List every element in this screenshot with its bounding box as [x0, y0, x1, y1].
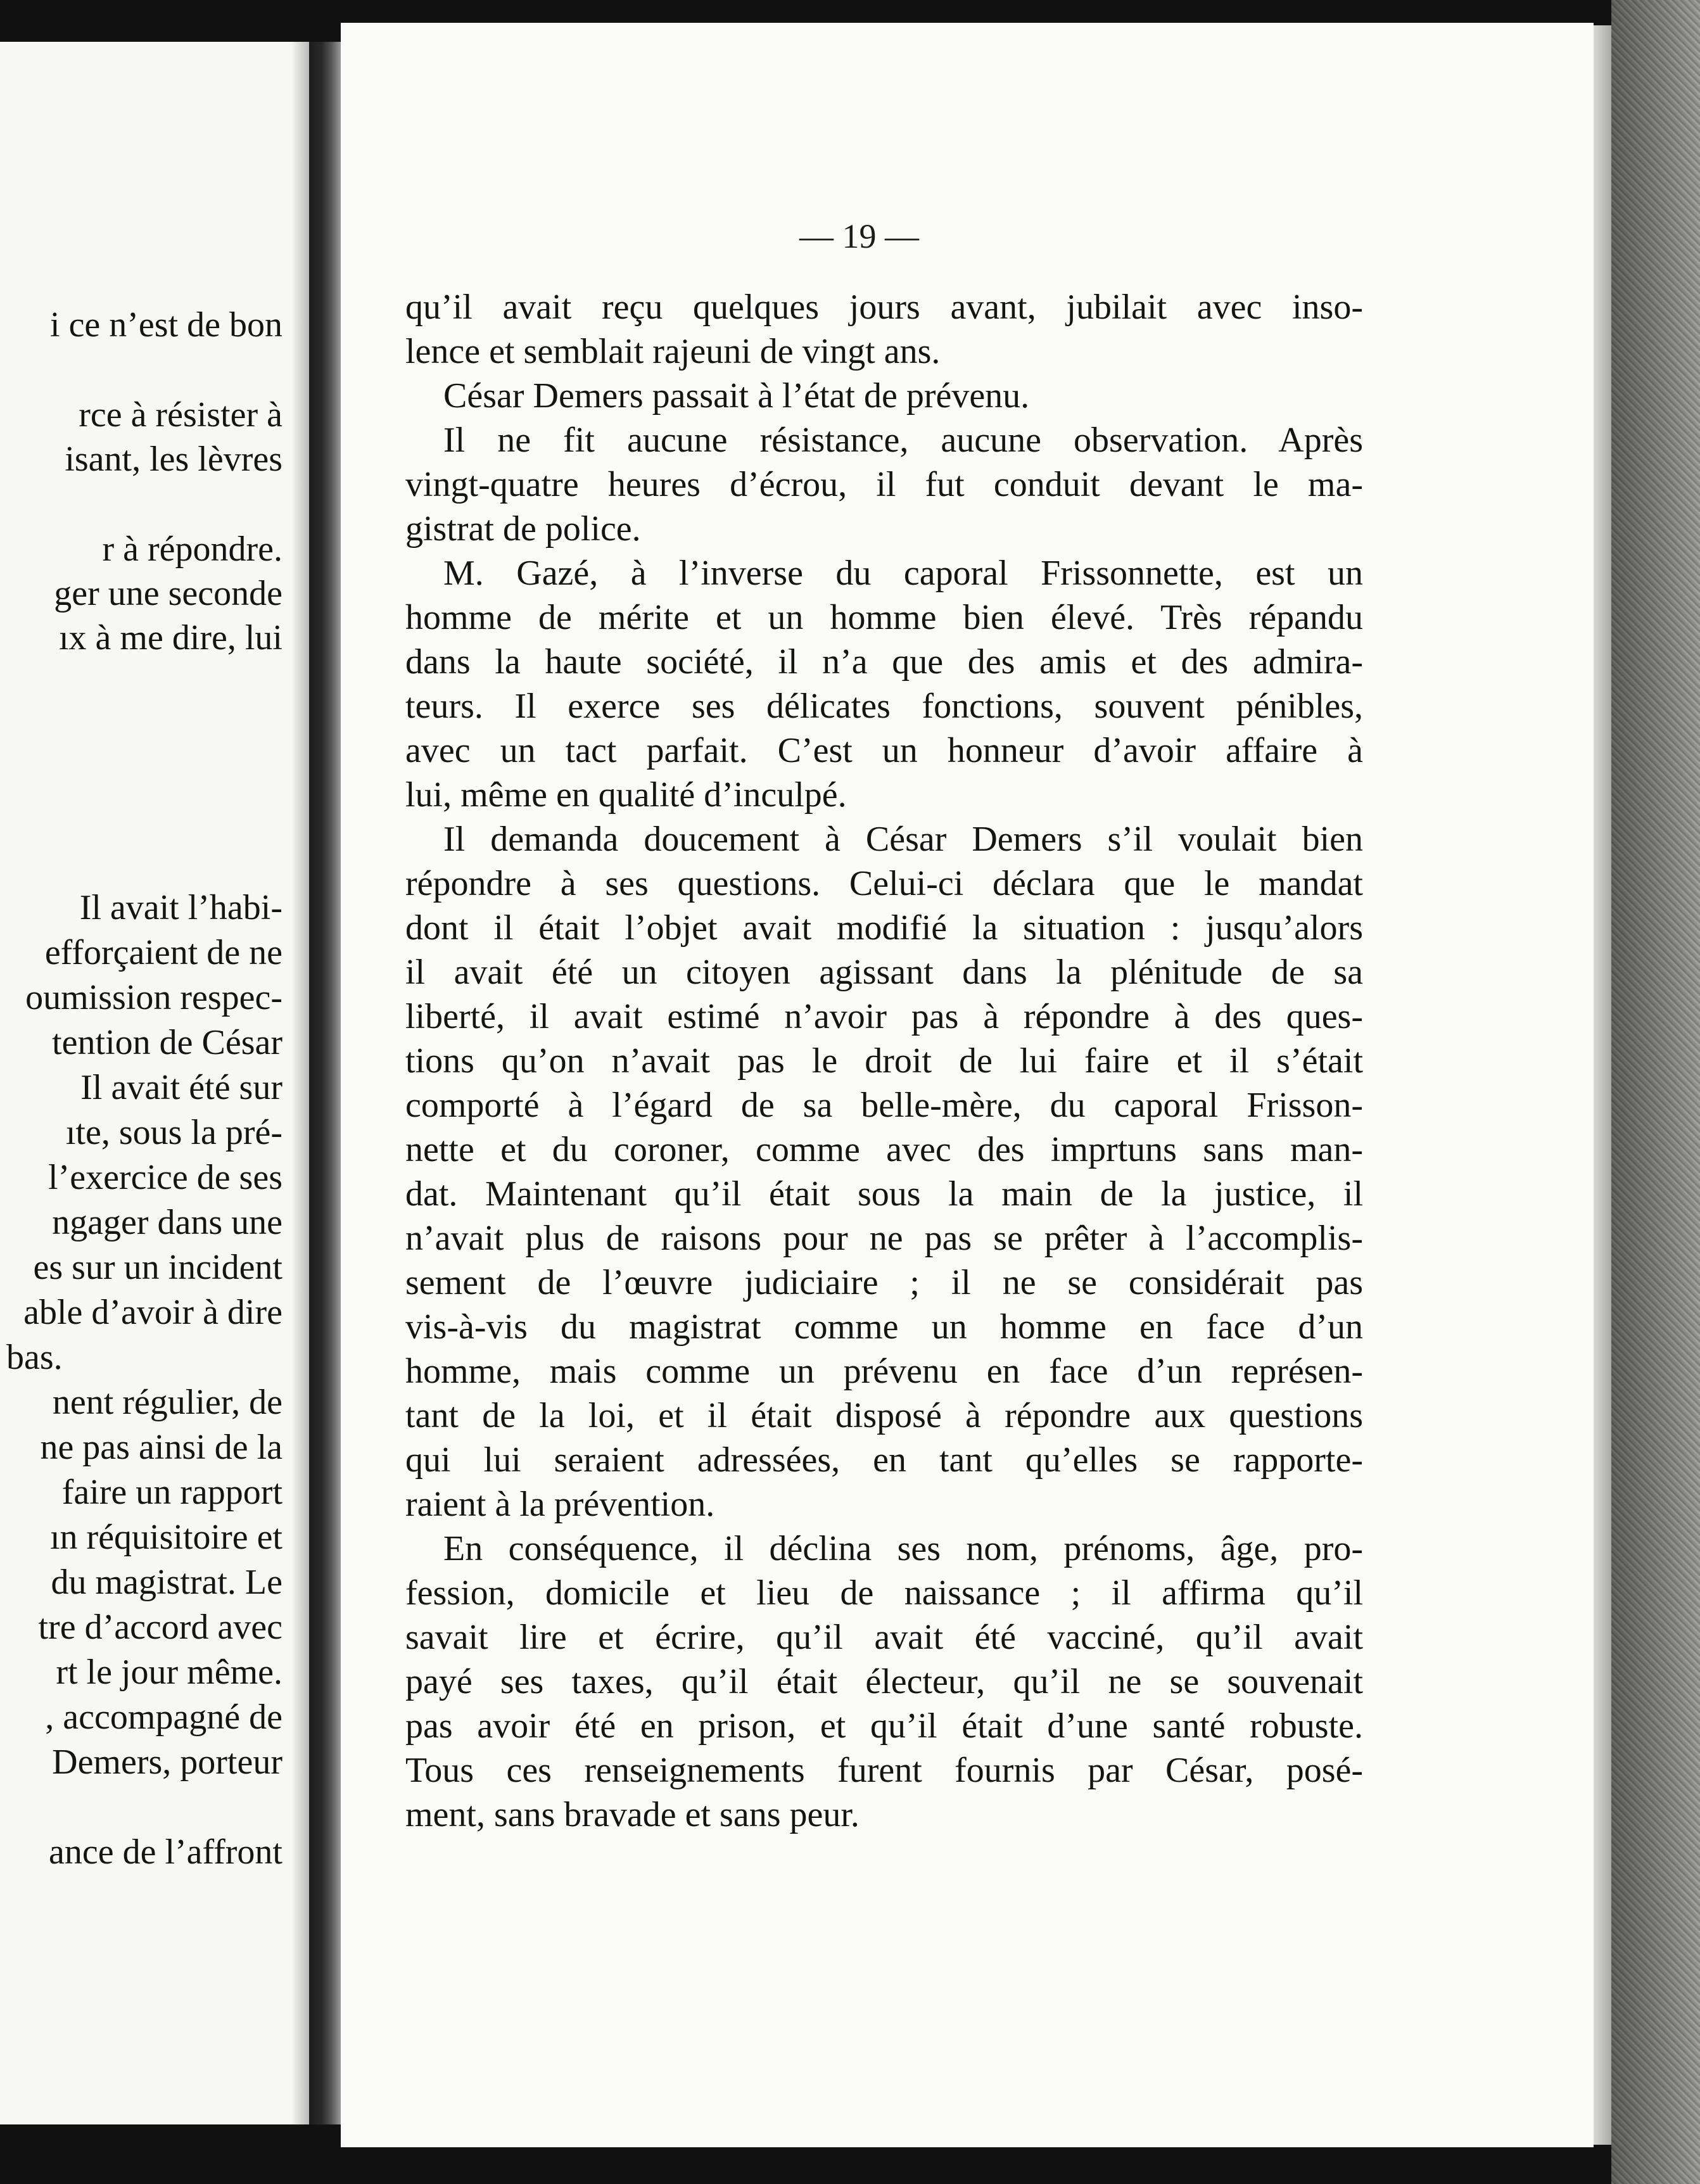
body-line: dont il était l’objet avait modifié la situation : jusqu’alors — [405, 908, 1363, 948]
body-line: comporté à l’égard de sa belle-mère, du caporal Frisson- — [405, 1086, 1363, 1125]
body-line: tant de la loi, et il était disposé à répondre aux questions — [405, 1396, 1363, 1435]
left-line: bas. — [6, 1338, 63, 1377]
body-line: liberté, il avait estimé n’avoir pas à répondre à des ques- — [405, 997, 1363, 1036]
body-line: sement de l’œuvre judiciaire ; il ne se considérait pas — [405, 1263, 1363, 1302]
book-cover-edge — [1611, 0, 1700, 2184]
left-page-shadow — [291, 42, 309, 2124]
body-line: gistrat de police. — [405, 509, 641, 549]
left-line: tention de César — [52, 1023, 282, 1062]
body-line: répondre à ses questions. Celui-ci déclara que le mandat — [405, 864, 1363, 903]
left-line: rce à résister à — [79, 395, 282, 435]
body-line: savait lire et écrire, qu’il avait été vacciné, qu’il avait — [405, 1618, 1363, 1657]
left-line: Il avait été sur — [80, 1068, 282, 1107]
body-line: dat. Maintenant qu’il était sous la main de la justice, il — [405, 1174, 1363, 1214]
left-line: ngager dans une — [52, 1203, 282, 1242]
body-line: il avait été un citoyen agissant dans la plénitude de sa — [405, 953, 1363, 992]
body-line: pas avoir été en prison, et qu’il était d’une santé robuste. — [405, 1706, 1363, 1746]
body-line: César Demers passait à l’état de prévenu. — [443, 376, 1030, 416]
body-line: homme de mérite et un homme bien élevé. Très répandu — [405, 598, 1363, 637]
left-line: Demers, porteur — [52, 1743, 282, 1782]
left-line: ne pas ainsi de la — [40, 1428, 282, 1467]
body-line: qui lui seraient adressées, en tant qu’elles se rapporte- — [405, 1440, 1363, 1480]
left-line: du magistrat. Le — [51, 1563, 282, 1602]
left-line: es sur un incident — [33, 1248, 282, 1287]
body-line: lui, même en qualité d’inculpé. — [405, 775, 847, 815]
body-line: Tous ces renseignements furent fournis par César, posé- — [405, 1751, 1363, 1790]
left-line: isant, les lèvres — [65, 440, 282, 479]
page-number: — 19 — — [799, 217, 919, 255]
page-edge — [1594, 25, 1611, 2145]
body-line: M. Gazé, à l’inverse du caporal Frissonnette, est un — [443, 554, 1363, 593]
body-line: ment, sans bravade et sans peur. — [405, 1795, 860, 1834]
left-line: ger une seconde — [54, 574, 282, 613]
left-page — [0, 42, 309, 2124]
body-line: teurs. Il exerce ses délicates fonctions, souvent pénibles, — [405, 687, 1363, 726]
body-line: dans la haute société, il n’a que des amis et des admira- — [405, 642, 1363, 682]
body-line: Il ne fit aucune résistance, aucune observation. Après — [443, 421, 1363, 460]
body-line: Il demanda doucement à César Demers s’il voulait bien — [443, 820, 1363, 859]
left-line: , accompagné de — [45, 1698, 282, 1737]
book-gutter — [309, 42, 341, 2124]
left-line: Il avait l’habi- — [79, 888, 282, 927]
body-line: raient à la prévention. — [405, 1485, 715, 1524]
body-line: vingt-quatre heures d’écrou, il fut conduit devant le ma- — [405, 465, 1363, 504]
left-line: l’exercice de ses — [48, 1158, 282, 1197]
left-line: r à répondre. — [102, 530, 282, 569]
left-line: ıx à me dire, lui — [58, 618, 282, 657]
body-line: n’avait plus de raisons pour ne pas se prêter à l’accomplis- — [405, 1219, 1363, 1258]
left-line: nent régulier, de — [52, 1383, 282, 1422]
body-line: vis-à-vis du magistrat comme un homme en face d’un — [405, 1307, 1363, 1347]
left-line: ın réquisitoire et — [49, 1518, 282, 1557]
body-line: En conséquence, il déclina ses nom, prénoms, âge, pro- — [443, 1529, 1363, 1568]
body-line: avec un tact parfait. C’est un honneur d’avoir affaire à — [405, 731, 1363, 770]
body-line: payé ses taxes, qu’il était électeur, qu’il ne se souvenait — [405, 1662, 1363, 1701]
body-line: homme, mais comme un prévenu en face d’un représen- — [405, 1352, 1363, 1391]
left-line: oumission respec- — [25, 978, 282, 1017]
left-line: ance de l’affront — [49, 1832, 282, 1872]
body-line: qu’il avait reçu quelques jours avant, jubilait avec inso- — [405, 288, 1363, 327]
left-line: ıte, sous la pré- — [65, 1113, 282, 1152]
body-line: fession, domicile et lieu de naissance ; il affirma qu’il — [405, 1573, 1363, 1613]
body-line: lence et semblait rajeuni de vingt ans. — [405, 332, 941, 371]
left-line: rt le jour même. — [56, 1653, 282, 1692]
body-line: nette et du coroner, comme avec des imprtuns sans man- — [405, 1130, 1363, 1169]
body-line: tions qu’on n’avait pas le droit de lui faire et il s’était — [405, 1041, 1363, 1081]
left-line: able d’avoir à dire — [23, 1293, 282, 1332]
left-line: tre d’accord avec — [38, 1608, 282, 1647]
left-line: faire un rapport — [61, 1473, 282, 1512]
left-line: i ce n’est de bon — [50, 305, 282, 345]
left-line: efforçaient de ne — [44, 933, 282, 972]
